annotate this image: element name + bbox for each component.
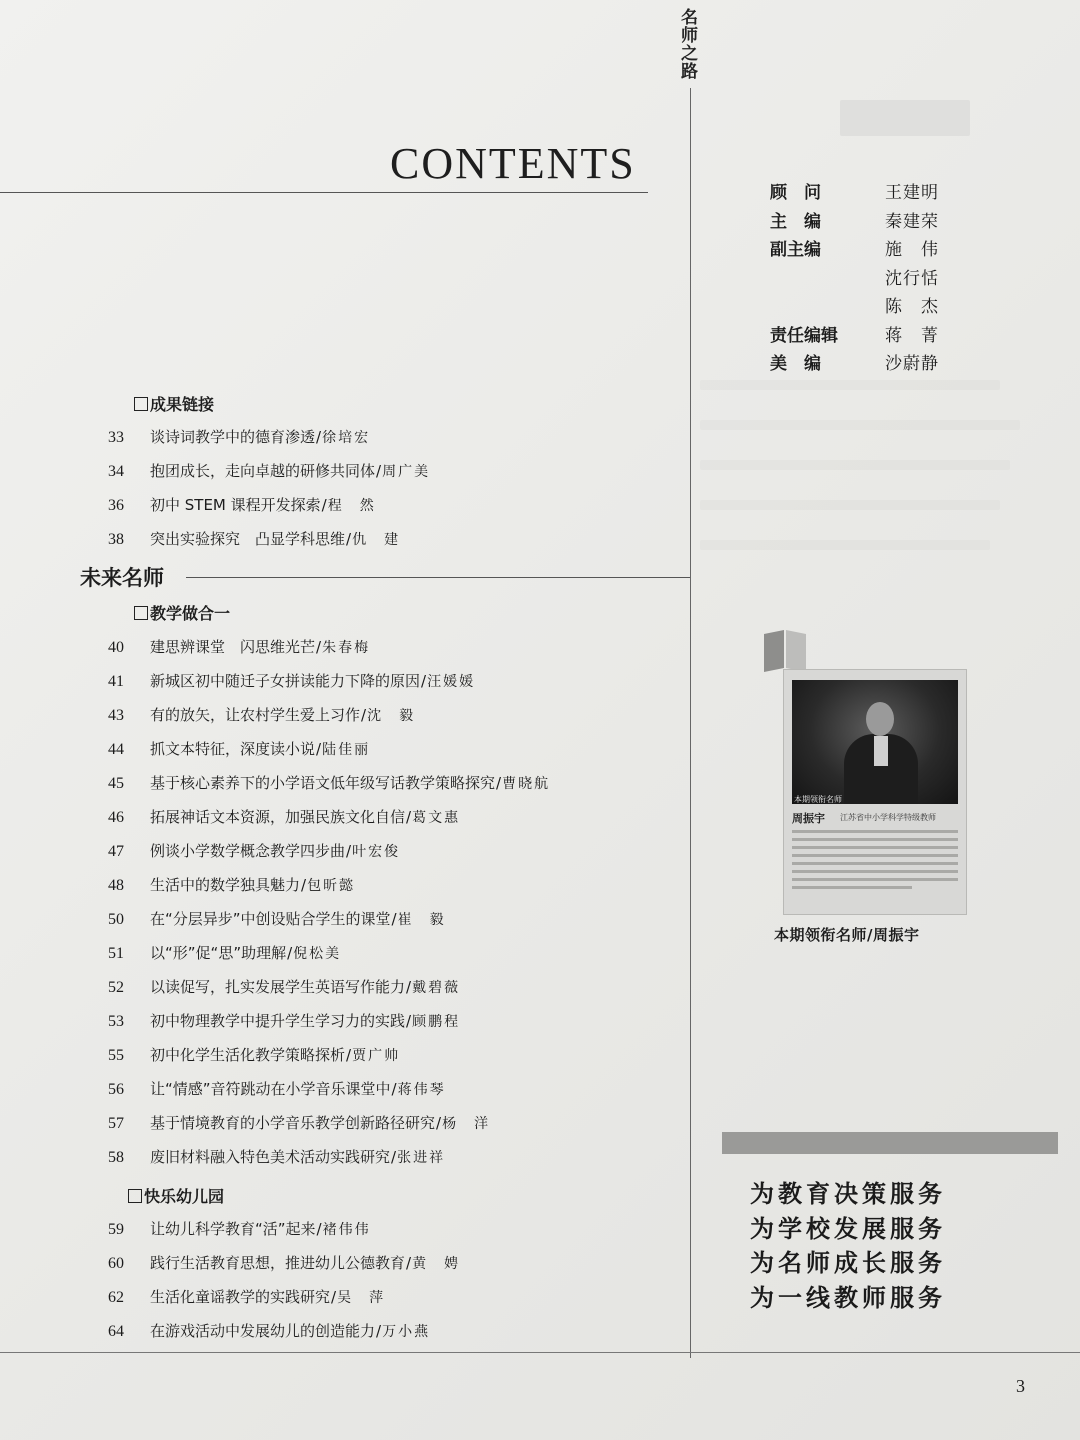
bio-text-line [792,878,958,881]
toc-separator: / [391,1080,397,1098]
masthead-row [770,292,960,321]
toc-entry[interactable] [108,460,430,488]
toc-title: 初中化学生活化教学策略探析 [150,1046,346,1064]
toc-separator: / [406,1254,412,1272]
section-heading-label: 快乐幼儿园 [144,1187,225,1206]
contents-title: CONTENTS [390,139,636,188]
bio-text-line [792,838,958,841]
slogan-line: 为一线教师服务 [750,1283,946,1312]
toc-title: 抓文本特征，深度读小说 [150,740,316,758]
teacher-photo [792,680,958,804]
toc-page-number: 59 [108,1221,124,1238]
masthead-name: 沈行恬 [885,268,939,289]
toc-title: 践行生活教育思想，推进幼儿公德教育 [150,1254,406,1272]
toc-title: 生活中的数学独具魅力 [150,876,301,894]
toc-entry[interactable] [108,528,400,556]
header-rule [0,192,648,193]
toc-entry[interactable] [108,772,550,800]
toc-page-number: 51 [108,945,124,962]
toc-page-number: 43 [108,707,124,724]
toc-page-number: 44 [108,741,124,758]
section-heading [128,1184,224,1207]
toc-author: 褚伟伟 [322,1222,371,1238]
toc-entry[interactable] [108,1112,490,1140]
section-heading-label: 教学做合一 [150,604,231,623]
toc-author: 万小燕 [382,1324,431,1340]
toc-title: 建思辨课堂 闪思维光芒 [150,638,316,656]
toc-entry[interactable] [108,636,370,664]
toc-page-number: 58 [108,1149,124,1166]
bleed-through-mark [700,420,1020,430]
toc-entry[interactable] [108,1218,371,1246]
bleed-through-mark [700,540,990,550]
toc-title: 初中 STEM 课程开发探索 [150,496,321,514]
bio-text-line [792,870,958,873]
masthead-row [770,178,960,207]
toc-page-number: 52 [108,979,124,996]
toc-separator: / [361,706,367,724]
toc-author: 沈 毅 [367,708,416,724]
toc-separator: / [376,1322,382,1340]
toc-page-number: 48 [108,877,124,894]
checkbox-square-icon [134,397,148,411]
toc-author: 杨 洋 [442,1116,491,1132]
masthead-row [770,349,960,378]
toc-page-number: 34 [108,463,124,480]
toc-page-number: 38 [108,531,124,548]
toc-entry[interactable] [108,942,341,970]
masthead-role: 主 编 [770,211,821,232]
footer-rule [0,1352,1080,1353]
toc-author: 戴碧薇 [412,980,461,996]
toc-page-number: 47 [108,843,124,860]
toc-entry[interactable] [108,704,415,732]
toc-author: 倪松美 [293,946,342,962]
masthead [770,178,960,378]
page-number: 3 [1016,1376,1025,1396]
column-divider [690,88,691,1358]
slogan-block [750,1174,946,1312]
masthead-name: 蒋 菁 [885,325,939,346]
masthead-row [770,321,960,350]
toc-separator: / [496,774,502,792]
bleed-through-mark [840,100,970,136]
toc-author: 蒋伟琴 [397,1082,446,1098]
bio-text-line [792,830,958,833]
toc-separator: / [321,496,327,514]
checkbox-square-icon [128,1189,142,1203]
toc-entry[interactable] [108,494,376,522]
toc-entry[interactable] [108,1078,446,1106]
slogan-line: 为教育决策服务 [750,1180,946,1208]
toc-separator: / [421,672,427,690]
toc-entry[interactable] [108,840,400,868]
toc-page-number: 45 [108,775,124,792]
toc-separator: / [406,1012,412,1030]
masthead-name: 施 伟 [885,240,939,260]
toc-author: 包昕懿 [307,878,356,894]
bio-name: 周振宇 [792,812,825,825]
photo-label: 本期领衔名师 [794,795,842,804]
toc-title: 在“分层异步”中创设贴合学生的课堂 [150,910,391,928]
section-heading [134,601,230,624]
masthead-role: 美 编 [770,354,821,374]
toc-author: 吴 萍 [337,1290,386,1306]
toc-title: 例谈小学数学概念教学四步曲 [150,842,346,860]
bio-text-line [792,886,912,889]
toc-title: 在游戏活动中发展幼儿的创造能力 [150,1322,376,1340]
toc-page-number: 57 [108,1115,124,1132]
toc-title: 废旧材料融入特色美术活动实践研究 [150,1148,391,1166]
bio-text-line [792,846,958,849]
column-heading: 未来名师 [80,566,164,590]
bleed-through-mark [700,500,1000,510]
toc-author: 曹晓航 [502,776,551,792]
toc-title: 拓展神话文本资源，加强民族文化自信 [150,808,406,826]
masthead-row [770,264,960,293]
toc-separator: / [346,1046,352,1064]
toc-page-number: 50 [108,911,124,928]
masthead-row [770,207,960,236]
section-heading [134,392,214,415]
toc-separator: / [316,638,322,656]
section-heading-label: 成果链接 [150,395,215,414]
toc-entry[interactable] [108,908,446,936]
toc-separator: / [406,808,412,826]
toc-author: 崔 毅 [397,912,446,928]
bio-title: 江苏省中小学科学特级教师 [840,813,936,822]
toc-author: 汪媛媛 [427,674,476,690]
toc-entry[interactable] [108,1320,430,1348]
toc-page-number: 53 [108,1013,124,1030]
toc-author: 仇 建 [352,532,401,548]
toc-separator: / [316,740,322,758]
toc-entry[interactable] [108,1252,460,1280]
toc-title: 让幼儿科学教育“活”起来 [150,1220,316,1238]
featured-teacher-card [784,670,966,914]
page-corner-icon [762,628,808,674]
toc-separator: / [436,1114,442,1132]
toc-entry[interactable] [108,1010,460,1038]
photo-figure-shirt [874,736,888,766]
masthead-role: 副主编 [770,240,821,260]
toc-entry[interactable] [108,426,370,454]
toc-title: 以读促写，扎实发展学生英语写作能力 [150,978,406,996]
bleed-through-mark [700,460,1010,470]
checkbox-square-icon [134,606,148,620]
toc-author: 葛文惠 [412,810,461,826]
toc-author: 陆佳丽 [322,742,371,758]
toc-entry[interactable] [108,976,460,1004]
toc-author: 程 然 [327,498,376,514]
toc-entry[interactable] [108,1044,400,1072]
toc-title: 初中物理教学中提升学生学习力的实践 [150,1012,406,1030]
toc-title: 谈诗词教学中的德育渗透 [150,428,316,446]
toc-page-number: 56 [108,1081,124,1098]
toc-title: 以“形”促“思”助理解 [150,944,287,962]
toc-page-number: 33 [108,429,124,446]
toc-author: 顾鹏程 [412,1014,461,1030]
bio-text-line [792,862,958,865]
toc-separator: / [331,1288,337,1306]
toc-entry[interactable] [108,1146,445,1174]
toc-entry[interactable] [108,806,460,834]
toc-page-number: 40 [108,639,124,656]
toc-author: 周广美 [382,464,431,480]
toc-author: 叶宏俊 [352,844,401,860]
toc-title: 新城区初中随迁子女拼读能力下降的原因 [150,672,421,690]
toc-entry[interactable] [108,738,370,766]
toc-separator: / [346,530,352,548]
masthead-name: 陈 杰 [885,297,939,317]
masthead-name: 沙蔚静 [885,354,939,374]
toc-separator: / [391,910,397,928]
running-head: 名师之路 [677,8,697,80]
toc-title: 突出实验探究 凸显学科思维 [150,530,346,548]
masthead-role: 责任编辑 [770,325,838,346]
photo-figure-head [866,702,894,736]
toc-separator: / [406,978,412,996]
slogan-line: 为学校发展服务 [750,1214,946,1243]
toc-entry[interactable] [108,670,475,698]
toc-separator: / [346,842,352,860]
toc-title: 让“情感”音符跳动在小学音乐课堂中 [150,1080,391,1098]
masthead-name: 秦建荣 [885,211,939,232]
toc-separator: / [376,462,382,480]
featured-teacher-caption: 本期领衔名师/周振宇 [774,926,920,944]
toc-separator: / [316,428,322,446]
toc-separator: / [316,1220,322,1238]
toc-author: 徐培宏 [322,430,371,446]
slogan-bar [722,1132,1058,1154]
toc-author: 朱春梅 [322,640,371,656]
toc-entry[interactable] [108,874,355,902]
column-head-rule [186,577,690,578]
toc-author: 贾广帅 [352,1048,401,1064]
toc-page-number: 60 [108,1255,124,1272]
toc-author: 黄 娉 [412,1256,461,1272]
masthead-role: 顾 问 [770,183,821,203]
toc-title: 生活化童谣教学的实践研究 [150,1288,331,1306]
bleed-through-mark [700,380,1000,390]
toc-separator: / [391,1148,397,1166]
bio-text-line [792,854,958,857]
toc-author: 张进祥 [397,1150,446,1166]
masthead-name: 王建明 [885,183,939,203]
masthead-row [770,235,960,264]
toc-title: 有的放矢，让农村学生爱上习作 [150,706,361,724]
toc-page-number: 64 [108,1323,124,1340]
toc-page-number: 41 [108,673,124,690]
toc-page-number: 46 [108,809,124,826]
toc-page-number: 36 [108,497,124,514]
toc-entry[interactable] [108,1286,385,1314]
toc-title: 抱团成长，走向卓越的研修共同体 [150,462,376,480]
toc-separator: / [301,876,307,894]
toc-title: 基于核心素养下的小学语文低年级写话教学策略探究 [150,774,496,792]
slogan-line: 为名师成长服务 [750,1249,946,1277]
toc-title: 基于情境教育的小学音乐教学创新路径研究 [150,1114,436,1132]
toc-page-number: 62 [108,1289,124,1306]
toc-page-number: 55 [108,1047,124,1064]
toc-separator: / [287,944,293,962]
